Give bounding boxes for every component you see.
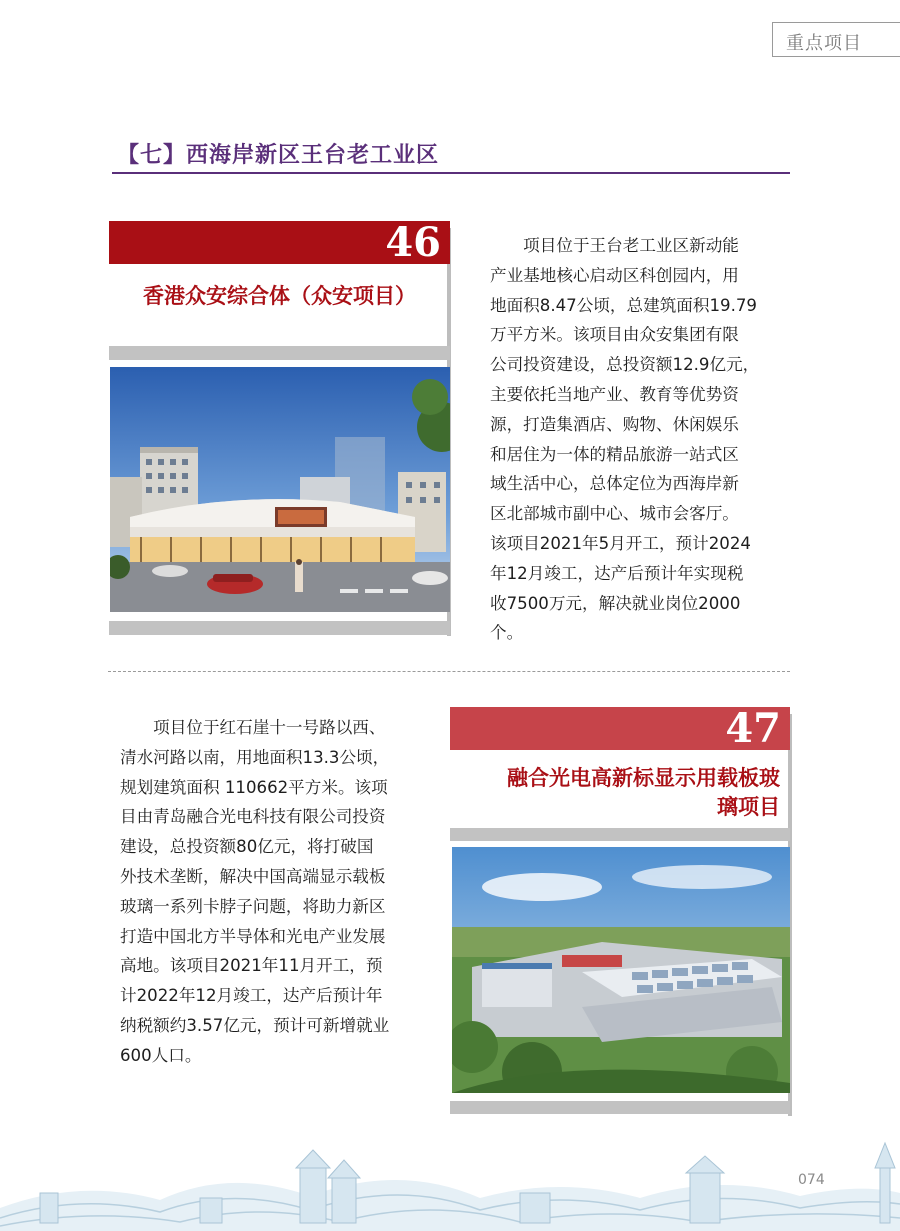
p47-line: 纳税额约3.57亿元，预计可新增就业 bbox=[120, 1015, 390, 1035]
p46-line: 产业基地核心启动区科创园内，用 bbox=[490, 265, 739, 285]
p46-line: 和居住为一体的精品旅游一站式区 bbox=[490, 444, 739, 464]
project-46-strip-top bbox=[109, 346, 450, 360]
project-47-photo bbox=[452, 847, 790, 1093]
p47-line: 600人口。 bbox=[120, 1045, 202, 1065]
section-title: 【七】西海岸新区王台老工业区 bbox=[117, 143, 440, 168]
project-46-number: 46 bbox=[385, 219, 441, 266]
project-46-description bbox=[490, 231, 790, 648]
project-46-title: 香港众安综合体（众安项目） bbox=[143, 284, 416, 308]
header-tag-line bbox=[772, 22, 900, 23]
project-47-title-line: 璃项目 bbox=[717, 795, 780, 819]
p46-line: 个。 bbox=[490, 623, 524, 643]
footer-skyline bbox=[0, 1138, 900, 1231]
project-47-title-line: 融合光电高新标显示用载板玻 bbox=[507, 766, 780, 790]
p46-line: 收7500万元，解决就业岗位2000 bbox=[490, 593, 741, 613]
p46-line: 该项目2021年5月开工，预计2024 bbox=[490, 533, 751, 553]
project-47-number-bar bbox=[450, 707, 790, 750]
section-divider bbox=[108, 671, 790, 672]
p47-line: 外技术垄断，解决中国高端显示载板 bbox=[120, 866, 386, 886]
mall-illustration bbox=[110, 367, 450, 612]
factory-illustration bbox=[452, 847, 790, 1093]
section-rule bbox=[112, 172, 790, 174]
page-number: 074 bbox=[798, 1172, 825, 1188]
p47-line: 玻璃一系列卡脖子问题，将助力新区 bbox=[120, 896, 386, 916]
project-47-strip-top bbox=[450, 828, 790, 841]
p47-line: 清水河路以南，用地面积13.3公顷， bbox=[120, 747, 390, 767]
p47-line: 建设，总投资额80亿元，将打破国 bbox=[120, 837, 374, 857]
project-46-photo bbox=[110, 367, 450, 612]
p46-line: 域生活中心，总体定位为西海岸新 bbox=[490, 474, 739, 494]
p46-line: 项目位于王台老工业区新动能 bbox=[490, 236, 739, 255]
p47-line: 项目位于红石崖十一号路以西、 bbox=[120, 718, 386, 737]
project-46-number-bar bbox=[109, 221, 450, 264]
project-47-strip-bottom bbox=[450, 1101, 790, 1114]
p47-line: 高地。该项目2021年11月开工，预 bbox=[120, 956, 383, 976]
p47-line: 目由青岛融合光电科技有限公司投资 bbox=[120, 807, 386, 827]
p46-line: 地面积8.47公顷，总建筑面积19.79 bbox=[490, 295, 757, 315]
project-47-title bbox=[450, 764, 780, 822]
p46-line: 公司投资建设，总投资额12.9亿元， bbox=[490, 355, 760, 375]
p46-line: 万平方米。该项目由众安集团有限 bbox=[490, 325, 739, 345]
p47-line: 计2022年12月竣工，达产后预计年 bbox=[120, 986, 383, 1006]
p46-line: 主要依托当地产业、教育等优势资 bbox=[490, 384, 739, 404]
header-tag: 重点项目 bbox=[786, 33, 862, 54]
p46-line: 区北部城市副中心、城市会客厅。 bbox=[490, 504, 739, 524]
project-47-description bbox=[120, 713, 420, 1071]
project-47-number: 47 bbox=[725, 705, 781, 752]
p47-line: 规划建筑面积 110662平方米。该项 bbox=[120, 777, 388, 797]
p46-line: 源，打造集酒店、购物、休闲娱乐 bbox=[490, 414, 739, 434]
p47-line: 打造中国北方半导体和光电产业发展 bbox=[120, 926, 386, 946]
p46-line: 年12月竣工，达产后预计年实现税 bbox=[490, 563, 744, 583]
project-46-strip-bottom bbox=[109, 621, 450, 635]
